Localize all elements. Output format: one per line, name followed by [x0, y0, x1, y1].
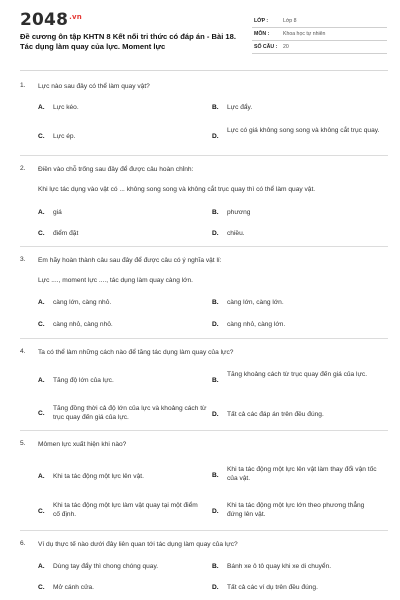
- option-letter: C.: [38, 410, 45, 417]
- header-divider: [20, 70, 388, 71]
- option-letter: C.: [38, 584, 45, 591]
- option-letter: D.: [212, 411, 219, 418]
- question-text: Ví dụ thực tế nào dưới đây liên quan tới tác dụng làm quay của lực?: [38, 541, 238, 548]
- question-text: Em hãy hoàn thành câu sau đây để được câu có ý nghĩa vật lí:: [38, 257, 222, 264]
- meta-value: Khoa học tự nhiên: [283, 31, 326, 37]
- meta-label: LỚP :: [254, 18, 269, 24]
- question-divider: [20, 246, 388, 247]
- question-number: 5.: [20, 440, 26, 447]
- option-text: chiều.: [227, 230, 245, 237]
- site-logo[interactable]: [20, 10, 82, 30]
- option-text: giá: [53, 209, 62, 216]
- logo-suffix: .vn: [69, 13, 82, 21]
- option-text: càng lớn, càng lớn.: [227, 299, 284, 306]
- option-letter: A.: [38, 377, 45, 384]
- meta-row-class: [252, 15, 387, 28]
- option-letter: C.: [38, 321, 45, 328]
- option-letter: A.: [38, 104, 45, 111]
- meta-table: [252, 15, 387, 54]
- question-text: Lực nào sau đây có thể làm quay vật?: [38, 83, 150, 90]
- header: [0, 0, 400, 62]
- option-text: Tăng độ lớn của lực.: [53, 377, 114, 384]
- question-statement: Lực ...., moment lực ...., tác dụng làm quay càng lớn.: [38, 277, 193, 284]
- option-letter: B.: [212, 563, 219, 570]
- option-letter: B.: [212, 377, 219, 384]
- option-letter: D.: [212, 230, 219, 237]
- option-letter: D.: [212, 321, 219, 328]
- option-letter: A.: [38, 209, 45, 216]
- option-text: Khi ta tác động một lực làm vật quay tại một điểm cố định.: [53, 502, 198, 518]
- option-text: Lực đẩy.: [227, 104, 253, 111]
- question-divider: [20, 338, 388, 339]
- option-letter: B.: [212, 472, 219, 479]
- option-letter: D.: [212, 508, 219, 515]
- option-text: phương: [227, 209, 251, 216]
- option-text: Lực có giá không song song và không cắt trục quay.: [227, 127, 380, 134]
- question-statement: Khi lực tác dụng vào vật có ... không song song và không cắt trục quay thì có thể làm quay vật.: [38, 186, 316, 193]
- option-letter: B.: [212, 104, 219, 111]
- option-text: Mở cánh cửa.: [53, 584, 94, 591]
- option-text: Bánh xe ô tô quay khi xe di chuyển.: [227, 563, 332, 570]
- option-text: Lực kéo.: [53, 104, 79, 111]
- question-divider: [20, 155, 388, 156]
- option-letter: B.: [212, 209, 219, 216]
- question-number: 4.: [20, 348, 26, 355]
- question-text: Ta có thể làm những cách nào để tăng tác dụng làm quay của lực?: [38, 349, 234, 356]
- option-text: Khi ta tác động một lực lên vật làm thay đổi vận tốc của vật.: [227, 466, 377, 482]
- option-letter: A.: [38, 473, 45, 480]
- option-text: Tất cả các ví dụ trên đều đúng.: [227, 584, 318, 591]
- question-number: 2.: [20, 165, 26, 172]
- option-text: càng nhỏ, càng lớn.: [227, 321, 286, 328]
- question-number: 3.: [20, 256, 26, 263]
- option-text: càng lớn, càng nhỏ.: [53, 299, 112, 306]
- option-letter: C.: [38, 230, 45, 237]
- question-text: Mômen lực xuất hiện khi nào?: [38, 441, 127, 448]
- option-text: Dùng tay đẩy thì chong chóng quay.: [53, 563, 159, 570]
- meta-value: 20: [283, 44, 289, 50]
- option-text: điểm đặt: [53, 230, 79, 237]
- question-number: 1.: [20, 82, 26, 89]
- option-text: Tăng khoảng cách từ trục quay đến giá của lực.: [227, 371, 368, 378]
- question-number: 6.: [20, 540, 26, 547]
- option-text: Lực ép.: [53, 133, 76, 140]
- meta-label: MÔN :: [254, 31, 270, 37]
- document-title: Đề cương ôn tập KHTN 8 Kết nối tri thức có đáp án - Bài 18. Tác dụng làm quay của lực. Moment lực: [20, 32, 236, 51]
- meta-value: Lớp 8: [283, 18, 297, 24]
- option-letter: A.: [38, 299, 45, 306]
- option-letter: B.: [212, 299, 219, 306]
- option-letter: D.: [212, 133, 219, 140]
- option-text: Khi ta tác động một lực lớn theo phương thẳng đứng lên vật.: [227, 502, 365, 518]
- logo-name: 2048: [20, 10, 69, 30]
- option-letter: C.: [38, 133, 45, 140]
- option-text: càng nhỏ, càng nhỏ.: [53, 321, 113, 328]
- meta-row-question-count: [252, 41, 387, 54]
- option-text: Khi ta tác động một lực lên vật.: [53, 473, 144, 480]
- question-text: Điền vào chỗ trống sau đây để được câu hoàn chỉnh:: [38, 166, 194, 173]
- option-text: Tăng đồng thời cả độ lớn của lực và khoảng cách từ trục quay đến giá của lực.: [53, 405, 207, 421]
- option-letter: C.: [38, 508, 45, 515]
- question-divider: [20, 530, 388, 531]
- question-divider: [20, 430, 388, 431]
- option-letter: D.: [212, 584, 219, 591]
- meta-row-subject: [252, 28, 387, 41]
- option-text: Tất cả các đáp án trên đều đúng.: [227, 411, 324, 418]
- option-letter: A.: [38, 563, 45, 570]
- meta-label: SỐ CÂU :: [254, 44, 278, 50]
